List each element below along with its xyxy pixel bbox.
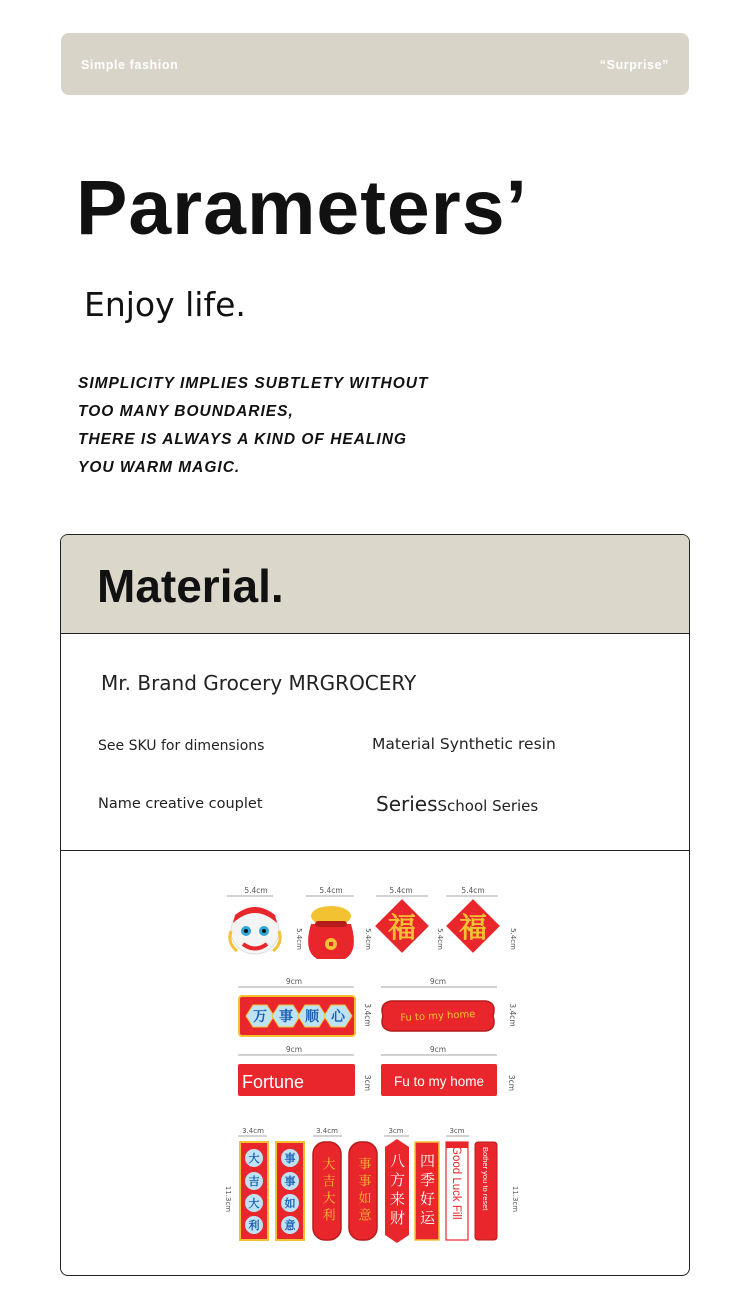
fu-home-scroll-magnet (382, 1001, 494, 1031)
material-card (60, 534, 690, 1276)
dim-label: 9cm (429, 1045, 447, 1054)
dim-label: 5.4cm (389, 886, 413, 895)
dim-label: 3.4cm (363, 1003, 372, 1027)
material-header (61, 535, 689, 634)
hex-char: 大 (248, 1197, 260, 1210)
plaque-char: 事 (279, 1009, 293, 1025)
dim-label: 11.3cm (224, 1185, 232, 1213)
material-title: Material. (97, 560, 284, 612)
hex-char: 事 (284, 1152, 296, 1165)
money-bag-magnet (308, 906, 354, 959)
fu-diamond-magnet (375, 899, 429, 953)
plaque-char: 顺 (305, 1009, 319, 1025)
quote-line: YOU WARM MAGIC. (78, 459, 241, 476)
dim-label: 3cm (363, 1074, 372, 1092)
dim-label: 3.4cm (316, 1127, 338, 1135)
dim-label: 5.4cm (436, 928, 444, 950)
bother-couplet (475, 1142, 497, 1240)
spec-series-value: School Series (437, 797, 539, 815)
dim-label: 9cm (285, 1045, 303, 1054)
fu-home-text: Fu to my home (393, 1074, 485, 1089)
product-illustration (61, 851, 689, 1275)
dim-label: 3cm (388, 1127, 404, 1135)
couplet-text: 四季好运 (418, 1153, 436, 1229)
hex-char: 利 (248, 1219, 260, 1232)
hex-char: 如 (284, 1197, 296, 1210)
fortune-magnet (238, 1064, 355, 1096)
dim-label: 9cm (429, 977, 447, 986)
couplet-text: Good Luck Fill (450, 1146, 462, 1220)
dim-label: 5.4cm (461, 886, 485, 895)
dim-label: 5.4cm (295, 928, 303, 950)
page-subtitle: Enjoy life. (84, 285, 246, 324)
dim-label: 3.4cm (508, 1003, 517, 1027)
fu-char: 福 (387, 911, 417, 944)
couplet-text: 八方来财 (388, 1153, 406, 1229)
spec-brand: Mr. Brand Grocery MRGROCERY (101, 671, 417, 695)
fu-diamond-magnet (446, 899, 500, 953)
wanshi-plaque-magnet (239, 996, 355, 1036)
quote-line: SIMPLICITY IMPLIES SUBTLETY WITHOUT (78, 375, 429, 392)
dim-label: 5.4cm (319, 886, 343, 895)
dim-label: 5.4cm (509, 928, 517, 950)
dim-label: 5.4cm (244, 886, 268, 895)
spec-material: Material Synthetic resin (372, 735, 556, 753)
spec-section (61, 634, 689, 851)
plaque-char: 心 (331, 1009, 345, 1025)
banner-right-text: “Surprise” (599, 58, 669, 72)
spec-series (376, 792, 538, 816)
plaque-text: Fu to my home (400, 1009, 476, 1024)
shishi-hex-couplet (276, 1142, 304, 1240)
fortune-text: Fortune (242, 1072, 305, 1092)
dim-label: 9cm (285, 977, 303, 986)
hex-char: 吉 (248, 1175, 260, 1188)
top-banner (61, 33, 689, 95)
couplet-text: Bother you to reset (481, 1147, 490, 1211)
hex-char: 大 (248, 1152, 260, 1165)
quote-line: TOO MANY BOUNDARIES, (78, 403, 294, 420)
dim-label: 3cm (449, 1127, 465, 1135)
good-luck-couplet (446, 1142, 468, 1240)
product-image (61, 851, 689, 1275)
fu-char: 福 (458, 911, 488, 944)
plaque-char: 万 (253, 1009, 267, 1025)
dim-label: 5.4cm (364, 928, 372, 950)
page-title: Parameters’ (76, 165, 528, 251)
hex-char: 事 (284, 1175, 296, 1188)
shishi-oval-couplet (349, 1142, 377, 1240)
daji-oval-couplet (313, 1142, 341, 1240)
quote-block (78, 370, 428, 482)
spec-name: Name creative couplet (98, 796, 263, 812)
lion-head-magnet (230, 907, 280, 954)
daji-hex-couplet (240, 1142, 268, 1240)
couplet-text: 大吉大利 (319, 1157, 335, 1225)
hex-char: 意 (284, 1219, 296, 1232)
dim-label: 3.4cm (242, 1127, 264, 1135)
banner-left-text: Simple fashion (81, 58, 179, 72)
dim-label: 3cm (507, 1074, 516, 1092)
dim-label: 11.3cm (511, 1185, 519, 1213)
siji-couplet (415, 1142, 439, 1240)
couplet-text: 事事如意 (355, 1157, 371, 1225)
quote-line: THERE IS ALWAYS A KIND OF HEALING (78, 431, 407, 448)
spec-sku: See SKU for dimensions (98, 738, 265, 754)
fu-home-bar-magnet (381, 1064, 497, 1096)
spec-series-label: Series (376, 792, 438, 816)
bafang-couplet (385, 1139, 409, 1243)
